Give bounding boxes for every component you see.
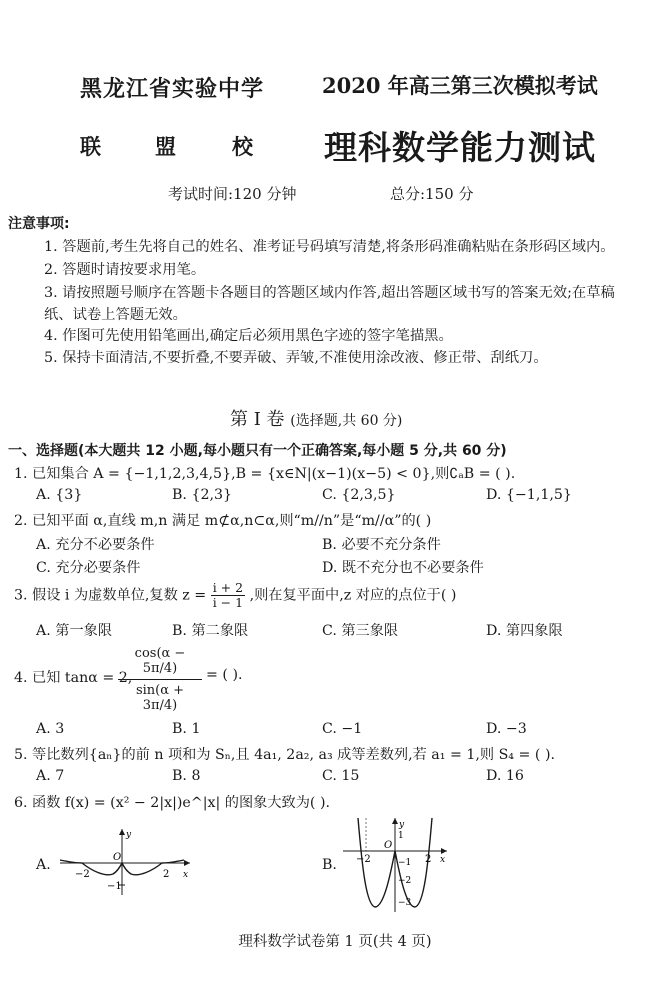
q4-fraction: [118, 646, 202, 713]
q3-fraction-num: i + 2: [212, 580, 244, 595]
x-arrow-icon: [441, 848, 447, 854]
q5-option-b: B. 8: [172, 768, 201, 784]
q6-option-a: A.: [36, 857, 51, 873]
q2-option-c: C. 充分必要条件: [36, 560, 141, 576]
notice-item: 纸、试卷上答题无效。: [44, 307, 187, 323]
q3-fraction: [211, 581, 245, 610]
q1-option-c: C. {2,3,5}: [322, 487, 396, 503]
question-1: 1. 已知集合 A = {−1,1,2,3,4,5},B = {x∈N|(x−1)(x−5) < 0},则∁ₐB = ( ).: [14, 466, 516, 482]
q3-fraction-den: i − 1: [212, 595, 244, 610]
notice-item: 3. 请按照题号顺序在答题卡各题目的答题区域内作答,超出答题区域书写的答案无效;在草稿: [44, 285, 615, 301]
fraction-bar: [118, 679, 202, 680]
q5-option-c: C. 15: [322, 768, 360, 784]
q4-option-a: A. 3: [36, 721, 65, 737]
question-3: [14, 581, 456, 610]
subject-title: 理科数学能力测试: [324, 128, 596, 167]
q3-option-a: A. 第一象限: [36, 623, 113, 639]
q4-option-c: C. −1: [322, 721, 363, 737]
section-heading: 一、选择题(本大题共 12 小题,每小题只有一个正确答案,每小题 5 分,共 60 分): [8, 443, 507, 459]
q5-option-d: D. 16: [486, 768, 524, 784]
q4-option-b: B. 1: [172, 721, 201, 737]
total-score: 总分:150 分: [390, 185, 474, 203]
q3-stem-pre: 3. 假设 i 为虚数单位,复数 z =: [14, 587, 207, 604]
q4-numerator: cos(α − 5π/4): [134, 646, 186, 676]
tick-label: −1: [398, 858, 412, 868]
y-axis-label: y: [126, 830, 132, 840]
q1-option-a: A. {3}: [36, 487, 83, 503]
notice-item: 4. 作图可先使用铅笔画出,确定后必须用黑色字迹的签字笔描黑。: [44, 328, 453, 344]
tick-label: −2: [398, 876, 412, 886]
notice-title: 注意事项:: [8, 216, 70, 232]
volume-name: 第 I 卷: [230, 409, 285, 430]
question-4-pre: 4. 已知 tanα = 2,: [14, 670, 133, 686]
q3-stem-post: ,则在复平面中,z 对应的点位于( ): [249, 587, 457, 604]
q6-option-b: B.: [322, 857, 337, 873]
origin-label: O: [384, 840, 393, 851]
school-name: 黑龙江省实验中学: [80, 76, 265, 102]
q3-option-d: D. 第四象限: [486, 623, 563, 639]
union-char: 校: [232, 134, 253, 159]
volume-note: (选择题,共 60 分): [290, 413, 403, 429]
x-axis-label: x: [440, 855, 446, 865]
graph-a: [55, 825, 195, 900]
x-arrow-icon: [184, 860, 190, 866]
x-axis-label: x: [183, 870, 189, 880]
q2-option-d: D. 既不充分也不必要条件: [322, 560, 484, 576]
y-arrow-icon: [392, 818, 398, 824]
tick-label: 2: [163, 869, 170, 880]
q5-option-a: A. 7: [36, 768, 65, 784]
tick-label: −2: [75, 869, 90, 880]
q4-denominator: sin(α + 3π/4): [135, 683, 185, 713]
page-footer: 理科数学试卷第 1 页(共 4 页): [238, 934, 432, 950]
origin-label: O: [113, 852, 122, 863]
question-5: 5. 等比数列{aₙ}的前 n 项和为 Sₙ,且 4a₁, 2a₂, a₃ 成等差数列,若 a₁ = 1,则 S₄ = ( ).: [14, 747, 555, 763]
q2-option-a: A. 充分不必要条件: [36, 537, 155, 553]
notice-item: 5. 保持卡面清洁,不要折叠,不要弄破、弄皱,不准使用涂改液、修正带、刮纸刀。: [44, 350, 548, 366]
question-6: 6. 函数 f(x) = (x² − 2|x|)e^|x| 的图象大致为( ).: [14, 795, 330, 811]
exam-title: 2020 年高三第三次模拟考试: [322, 73, 598, 98]
tick-label: −3: [398, 898, 412, 908]
y-arrow-icon: [119, 829, 125, 835]
q3-option-b: B. 第二象限: [172, 623, 249, 639]
tick-label: −2: [356, 854, 371, 865]
volume-title: [230, 405, 402, 431]
notice-item: 1. 答题前,考生先将自己的姓名、准考证号码填写清楚,将条形码准确粘贴在条形码区域内。: [44, 239, 615, 255]
question-2: 2. 已知平面 α,直线 m,n 满足 m⊄α,n⊂α,则“m//n”是“m//α”的( ): [14, 513, 432, 529]
question-4-post: = ( ).: [206, 667, 243, 683]
q1-option-d: D. {−1,1,5}: [486, 487, 572, 503]
q3-option-c: C. 第三象限: [322, 623, 399, 639]
q1-option-b: B. {2,3}: [172, 487, 233, 503]
graph-b: [340, 815, 450, 915]
tick-label: 2: [425, 854, 432, 865]
y-axis-label: y: [399, 820, 405, 830]
union-char: 盟: [155, 134, 176, 159]
exam-time: 考试时间:120 分钟: [168, 185, 297, 203]
q4-option-d: D. −3: [486, 721, 527, 737]
union-char: 联: [80, 134, 101, 159]
notice-item: 2. 答题时请按要求用笔。: [44, 262, 206, 278]
q2-option-b: B. 必要不充分条件: [322, 537, 441, 553]
tick-label: −1: [107, 881, 122, 892]
tick-label: 1: [398, 831, 404, 841]
